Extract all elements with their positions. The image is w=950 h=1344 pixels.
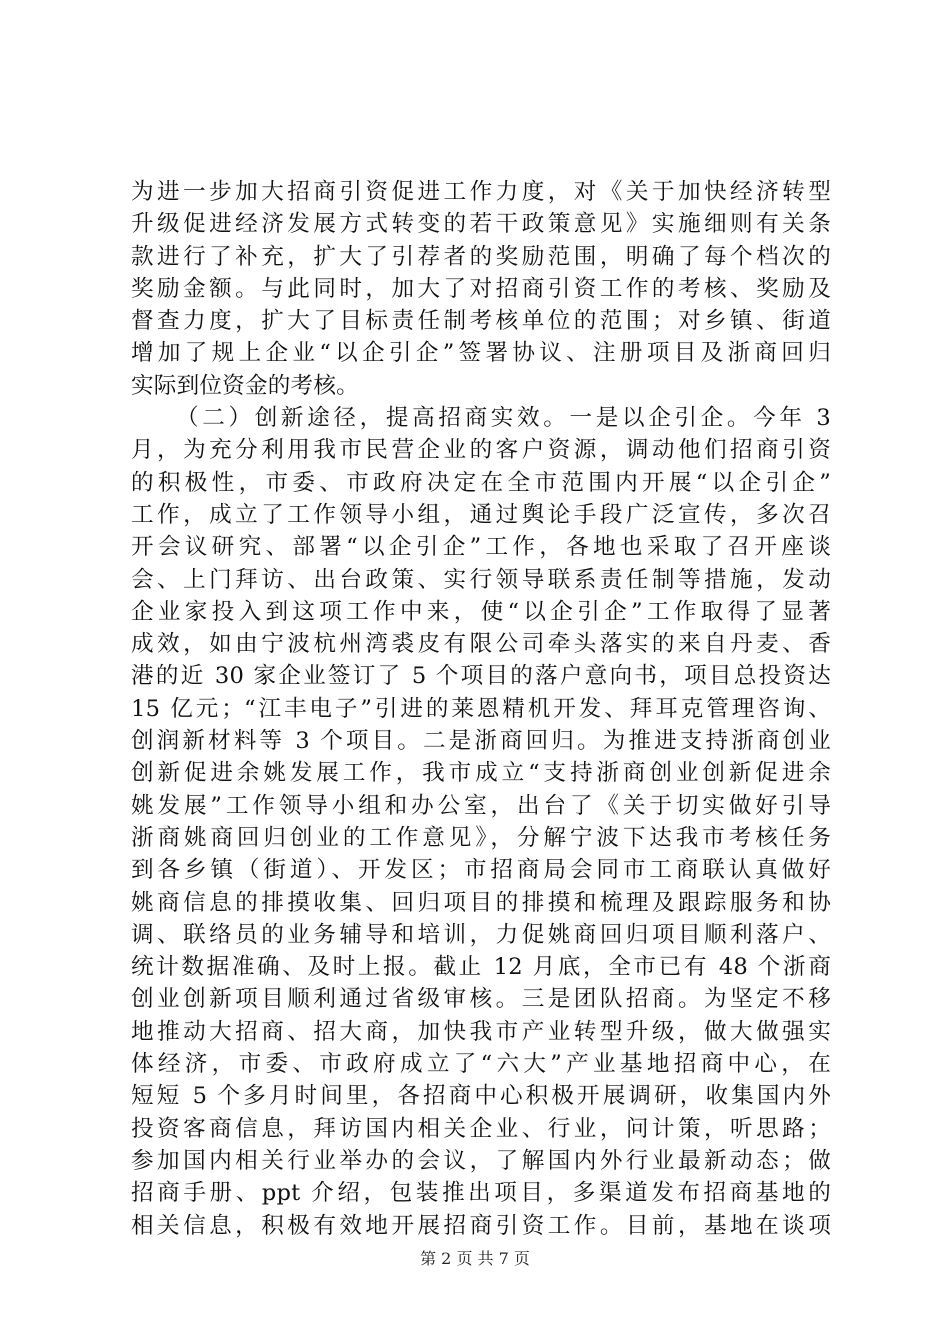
text-line: 开会议研究、部署“以企引企”工作，各地也采取了召开座谈 [131, 534, 831, 561]
text-line: 为进一步加大招商引资促进工作力度，对《关于加快经济转型 [131, 179, 831, 205]
text-line: 相关信息，积极有效地开展招商引资工作。目前，基地在谈项 [131, 1212, 831, 1239]
text-line: 调、联络员的业务辅导和培训，力促姚商回归项目顺利落户、 [131, 921, 831, 948]
text-line: 地推动大招商、招大商，加快我市产业转型升级，做大做强实 [131, 1018, 831, 1045]
body-text [131, 176, 831, 1242]
text-line: 实际到位资金的考核。 [131, 372, 359, 399]
text-line: 工作，成立了工作领导小组，通过舆论手段广泛宣传，多次召 [131, 501, 831, 528]
text-line: 成效，如由宁波杭州湾裘皮有限公司牵头落实的来自丹麦、香 [131, 631, 831, 658]
text-line: 15 亿元；“江丰电子”引进的莱恩精机开发、拜耳克管理咨询、 [131, 695, 831, 722]
text-line: 增加了规上企业“以企引企”签署协议、注册项目及浙商回归 [131, 340, 831, 367]
text-line: 企业家投入到这项工作中来，使“以企引企”工作取得了显著 [131, 598, 831, 625]
text-line: 创新促进余姚发展工作，我市成立“支持浙商创业创新促进余 [131, 760, 831, 787]
text-line: 月，为充分利用我市民营企业的客户资源，调动他们招商引资 [131, 437, 831, 464]
text-line: 参加国内相关行业举办的会议，了解国内外行业最新动态；做 [131, 1147, 831, 1174]
text-line: 港的近 30 家企业签订了 5 个项目的落户意向书，项目总投资达 [131, 663, 831, 690]
page-number-footer: 第 2 页 共 7 页 [420, 1249, 530, 1268]
text-line: 短短 5 个多月时间里，各招商中心积极开展调研，收集国内外 [131, 1083, 831, 1110]
text-line: 会、上门拜访、出台政策、实行领导联系责任制等措施，发动 [131, 566, 831, 593]
text-line: 奖励金额。与此同时，加大了对招商引资工作的考核、奖励及 [131, 275, 831, 302]
text-line: 浙商姚商回归创业的工作意见》，分解宁波下达我市考核任务 [131, 824, 831, 851]
text-line: 创润新材料等 3 个项目。二是浙商回归。为推进支持浙商创业 [131, 728, 831, 755]
text-line: 升级促进经济发展方式转变的若干政策意见》实施细则有关条 [131, 211, 831, 238]
text-line: 招商手册、ppt 介绍，包装推出项目，多渠道发布招商基地的 [131, 1180, 831, 1207]
text-line: 姚发展”工作领导小组和办公室，出台了《关于切实做好引导 [131, 792, 831, 819]
text-line: 督查力度，扩大了目标责任制考核单位的范围；对乡镇、街道 [131, 308, 831, 335]
text-line: 体经济，市委、市政府成立了“六大”产业基地招商中心，在 [131, 1051, 831, 1078]
text-line: 的积极性，市委、市政府决定在全市范围内开展“以企引企” [131, 469, 831, 496]
text-line: 统计数据准确、及时上报。截止 12 月底，全市已有 48 个浙商 [131, 954, 831, 981]
paragraph-start-line: （二）创新途径，提高招商实效。一是以企引企。今年 3 [176, 405, 831, 432]
text-line: 到各乡镇（街道）、开发区；市招商局会同市工商联认真做好 [131, 857, 831, 884]
text-line: 创业创新项目顺利通过省级审核。三是团队招商。为坚定不移 [131, 986, 831, 1013]
text-line: 姚商信息的排摸收集、回归项目的排摸和梳理及跟踪服务和协 [131, 889, 831, 916]
text-line: 款进行了补充，扩大了引荐者的奖励范围，明确了每个档次的 [131, 243, 831, 270]
text-line: 投资客商信息，拜访国内相关企业、行业，问计策，听思路； [131, 1115, 831, 1142]
